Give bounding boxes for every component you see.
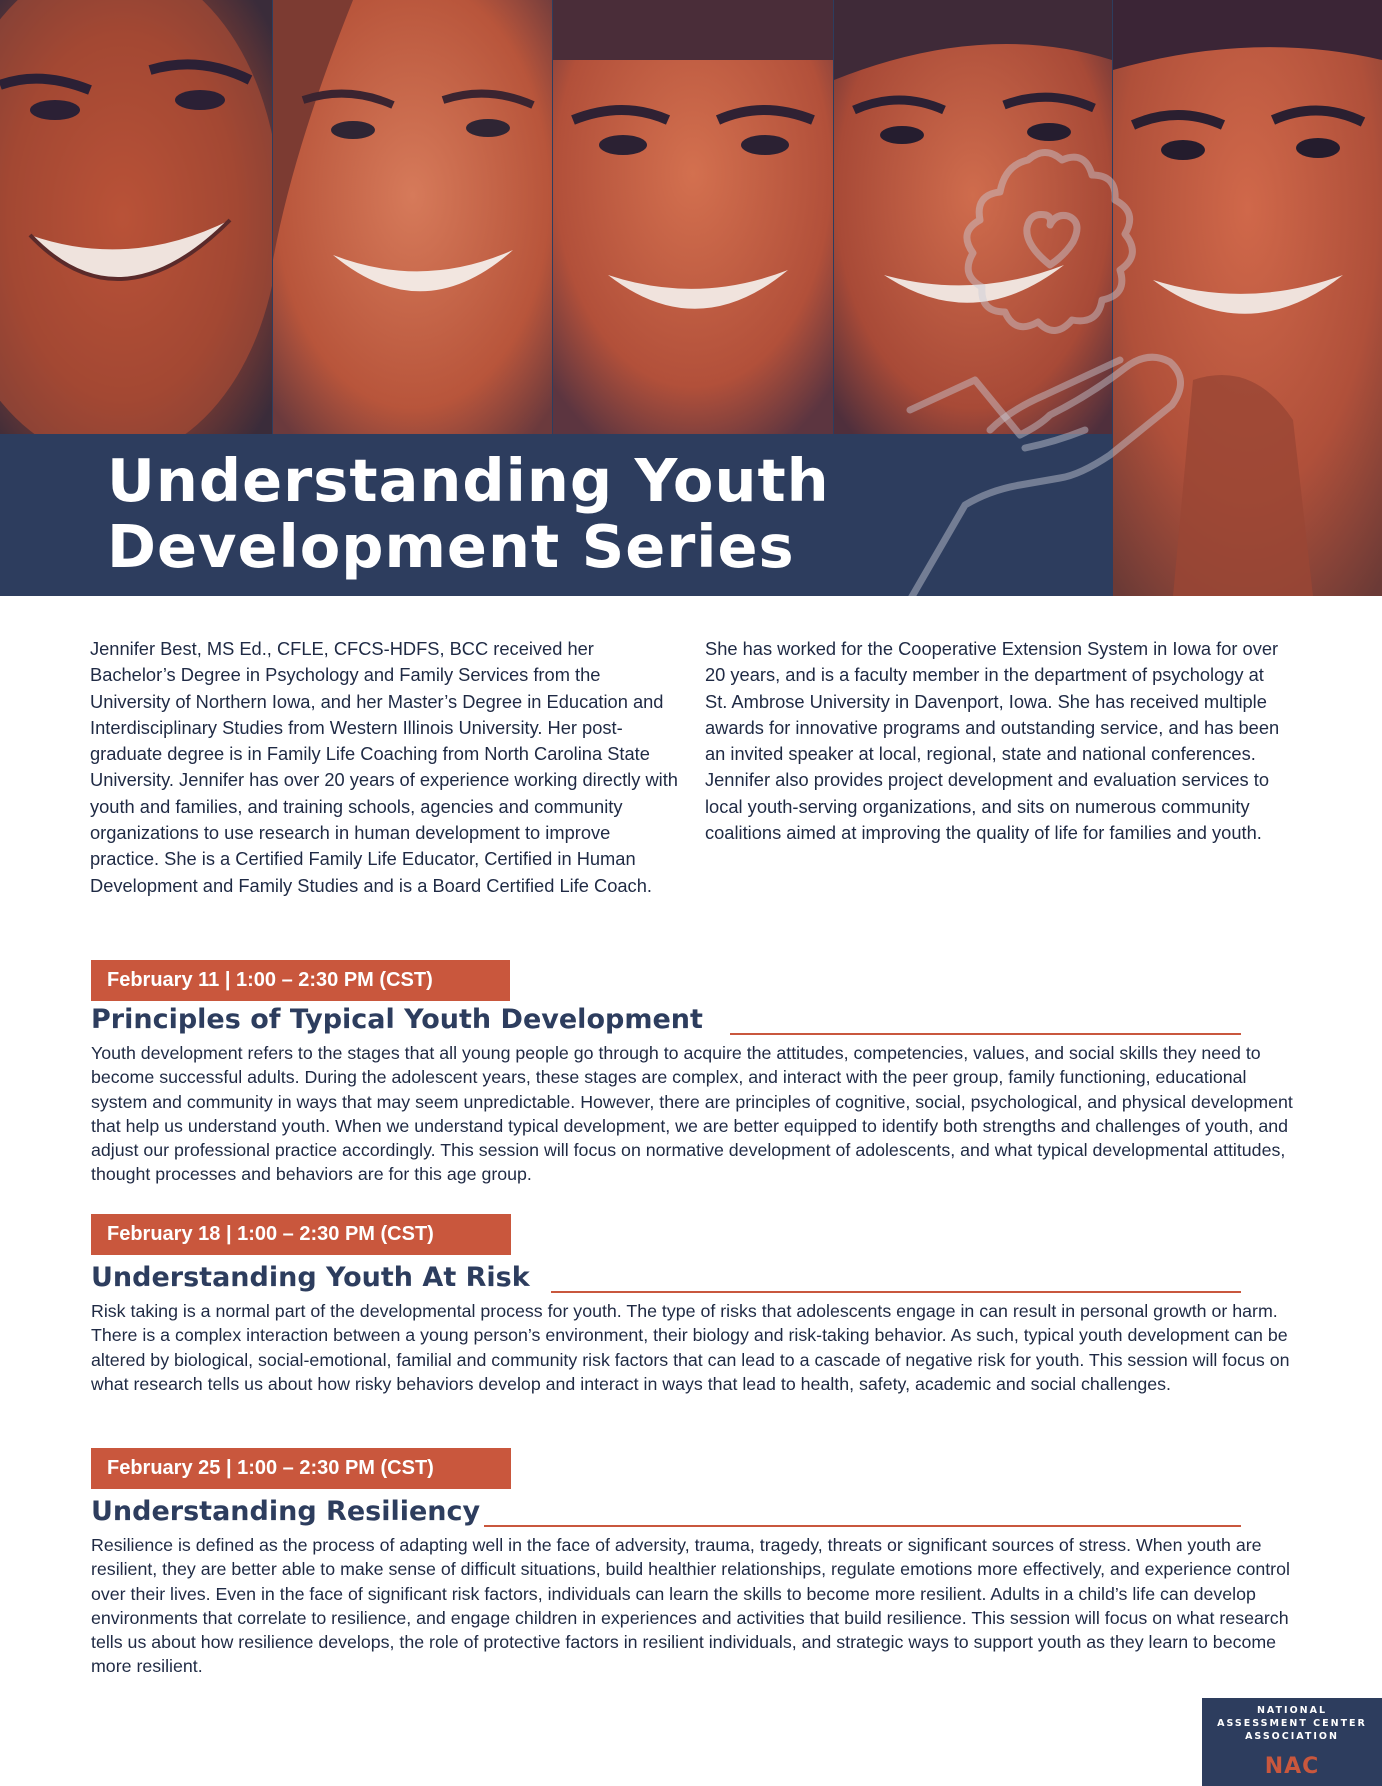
presenter-bio-left: Jennifer Best, MS Ed., CFLE, CFCS-HDFS, BCC received her Bachelor’s Degree in Psychology and Family Services from the University of Northern Iowa, and her Master’s Degree in Education and Interdisciplinary Studies from Western Illinois University. Her post-graduate degree is in Family Life Coaching from North Carolina State University. Jennifer has over 20 years of experience working directly with youth and families, and training schools, agencies and community organizations to use research in human development to improve practice. She is a Certified Family Life Educator, Certified in Human Development and Family Studies and is a Board Certified Life Coach. — [90, 638, 678, 896]
session-date-badge: February 11 | 1:00 – 2:30 PM (CST) — [91, 960, 510, 1001]
nac-logo-line-2: ASSESSMENT CENTER — [1217, 1718, 1367, 1729]
nac-logo-line-3: ASSOCIATION — [1245, 1731, 1339, 1742]
title-underline — [484, 1525, 1241, 1527]
title-underline — [551, 1291, 1241, 1293]
youth-photo-2 — [273, 0, 552, 434]
page-title-line-1: Understanding Youth — [107, 446, 830, 515]
session-description: Resilience is defined as the process of adapting well in the face of adversity, trauma, tragedy, threats or significant sources of stress. When youth are resilient, they are better able to make sense of difficult situations, build healthier relationships, regulate emotions more effectively, and experience control over their lives. Even in the face of significant risk factors, individuals can learn the skills to become more resilient. Adults in a child’s life can develop environments that correlate to resilience, and engage children in experiences and activities that build resilience. This session will focus on what research tells us about how resilience develops, the role of protective factors in resilient individuals, and strategic ways to support youth as they learn to become more resilient. — [91, 1535, 1290, 1677]
nac-logo-line-1: NATIONAL — [1256, 1705, 1327, 1716]
page-title — [107, 448, 830, 580]
session-date-badge: February 25 | 1:00 – 2:30 PM (CST) — [91, 1448, 511, 1489]
nac-logo — [1202, 1698, 1382, 1786]
session-description: Youth development refers to the stages that all young people go through to acquire the attitudes, competencies, values, and social skills they need to become successful adults. During the adolescent years, these stages are complex, and interact with the peer group, family functioning, educational system and community in ways that may seem unpredictable. However, there are principles of cognitive, social, psychological, and physical development that help us understand youth. When we understand typical development, we are better equipped to identify both strengths and challenges of youth, and adjust our professional practice accordingly. This session will focus on normative development of adolescents, and what typical developmental attitudes, thought processes and behaviors are for this age group. — [91, 1043, 1293, 1185]
heart-in-hand-icon — [880, 130, 1250, 596]
presenter-bio-right: She has worked for the Cooperative Extension System in Iowa for over 20 years, and is a faculty member in the department of psychology at St. Ambrose University in Davenport, Iowa. She has received multiple awards for innovative programs and outstanding service, and has been an invited speaker at local, regional, state and national conferences. Jennifer also provides project development and evaluation services to local youth-serving organizations, and sits on numerous community coalitions aimed at improving the quality of life for families and youth. — [705, 638, 1280, 844]
session-description: Risk taking is a normal part of the developmental process for youth. The type of risks that adolescents engage in can result in personal growth or harm. There is a complex interaction between a young person’s environment, their biology and risk-taking behavior. As such, typical youth development can be altered by biological, social-emotional, familial and community risk factors that can lead to a cascade of negative risk for youth. This session will focus on what research tells us about how risky behaviors develop and interact in ways that lead to health, safety, academic and social challenges. — [91, 1301, 1290, 1394]
title-underline — [730, 1033, 1241, 1035]
session-title: Understanding Youth At Risk — [91, 1262, 530, 1293]
page-title-line-2: Development Series — [107, 512, 795, 581]
youth-photo-3 — [553, 0, 833, 434]
session-title: Principles of Typical Youth Development — [91, 1004, 703, 1035]
session-date-badge: February 18 | 1:00 – 2:30 PM (CST) — [91, 1214, 511, 1255]
nac-logo-name — [1202, 1704, 1382, 1743]
youth-photo-1 — [0, 0, 272, 434]
hero-banner — [0, 0, 1382, 596]
session-title: Understanding Resiliency — [91, 1496, 481, 1527]
nac-logo-abbr: NAC — [1264, 1754, 1320, 1779]
